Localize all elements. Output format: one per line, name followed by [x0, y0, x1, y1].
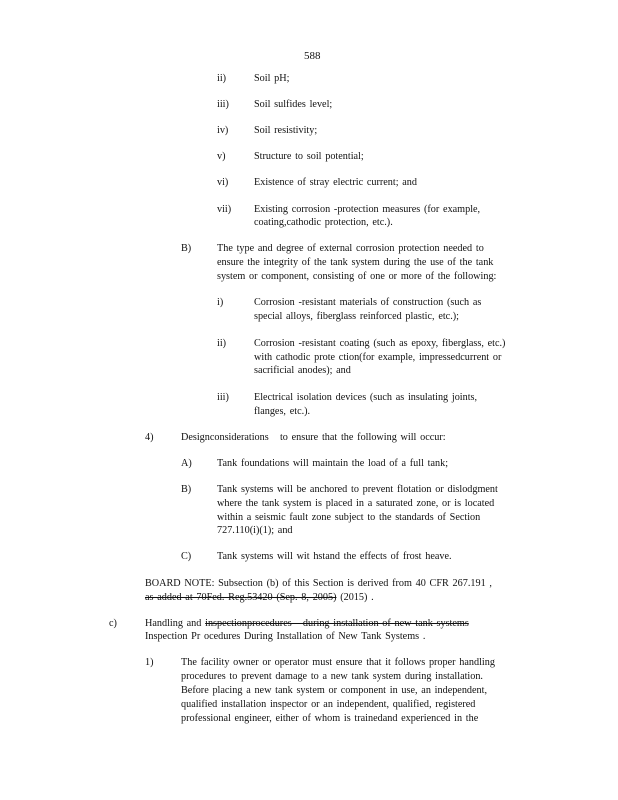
- list-item-number: iv): [217, 125, 229, 136]
- item-label: B): [181, 243, 192, 254]
- deleted-text: as added at 70Fed. Reg.53420 (Sep. 8, 2005): [145, 592, 337, 603]
- list-item-number: A): [181, 458, 192, 469]
- list-item-text: with cathodic prote ction(for example, impressedcurrent or: [254, 352, 502, 363]
- list-item-text: sacrificial anodes); and: [254, 365, 351, 376]
- list-item-text: Tank systems will be anchored to prevent flotation or dislodgment: [217, 484, 498, 495]
- paragraph-line: professional engineer, either of whom is trainedand experienced in the: [181, 713, 479, 724]
- heading-text: Handling and: [145, 618, 206, 629]
- list-item-text: Tank systems will wit hstand the effects of frost heave.: [217, 551, 452, 562]
- list-item-text: Electrical isolation devices (such as insulating joints,: [254, 392, 478, 403]
- page-number: 588: [304, 50, 321, 62]
- list-item-number: ii): [217, 73, 227, 84]
- heading-line: Inspection Pr ocedures During Installation of New Tank Systems .: [145, 631, 426, 642]
- list-item-number: iii): [217, 392, 229, 403]
- list-item-number: vi): [217, 177, 229, 188]
- paragraph-line: Before placing a new tank system or component in use, an independent,: [181, 685, 488, 696]
- inserted-text: (2015) .: [336, 592, 374, 603]
- list-item-text: coating,cathodic protection, etc.).: [254, 217, 393, 228]
- list-item-text: special alloys, fiberglass reinforced plastic, etc.);: [254, 311, 459, 322]
- list-item-text: Existing corrosion -protection measures (for example,: [254, 204, 481, 215]
- list-item-number: v): [217, 151, 226, 162]
- item-label: c): [109, 618, 117, 629]
- deleted-text: inspectionprocedures during installation of new tank systems: [205, 618, 469, 629]
- board-note-line: BOARD NOTE: Subsection (b) of this Section is derived from 40 CFR 267.191 ,: [145, 578, 492, 589]
- list-item-number: C): [181, 551, 192, 562]
- list-item-text: Existence of stray electric current; and: [254, 177, 417, 188]
- paragraph-line: The type and degree of external corrosion protection needed to: [217, 243, 484, 254]
- board-note-line: [145, 591, 374, 604]
- list-item-text: within a seismic fault zone subject to the standards of Section: [217, 512, 481, 523]
- list-item-text: where the tank system is placed in a saturated zone, or is located: [217, 498, 495, 509]
- list-item-text: Structure to soil potential;: [254, 151, 364, 162]
- list-item-text: Soil pH;: [254, 73, 290, 84]
- list-item-text: Soil sulfides level;: [254, 99, 333, 110]
- paragraph-line: ensure the integrity of the tank system during the use of the tank: [217, 257, 494, 268]
- list-item-text: flanges, etc.).: [254, 406, 311, 417]
- paragraph-line: procedures to prevent damage to a new tank system during installation.: [181, 671, 483, 682]
- paragraph-line: The facility owner or operator must ensure that it follows proper handling: [181, 657, 495, 668]
- list-item-number: i): [217, 297, 224, 308]
- list-item-number: ii): [217, 338, 227, 349]
- list-item-text: Tank foundations will maintain the load of a full tank;: [217, 458, 449, 469]
- item-label: 1): [145, 657, 154, 668]
- list-item-text: Corrosion -resistant coating (such as epoxy, fiberglass, etc.): [254, 338, 506, 349]
- paragraph-line: Designconsiderations to ensure that the following will occur:: [181, 432, 446, 443]
- paragraph-line: qualified installation inspector or an independent, qualified, registered: [181, 699, 476, 710]
- heading-line: [145, 617, 469, 630]
- list-item-text: 727.110(i)(1); and: [217, 525, 293, 536]
- item-label: 4): [145, 432, 154, 443]
- list-item-number: vii): [217, 204, 232, 215]
- list-item-number: B): [181, 484, 192, 495]
- list-item-number: iii): [217, 99, 229, 110]
- list-item-text: Soil resistivity;: [254, 125, 318, 136]
- list-item-text: Corrosion -resistant materials of construction (such as: [254, 297, 482, 308]
- paragraph-line: system or component, consisting of one or more of the following:: [217, 271, 497, 282]
